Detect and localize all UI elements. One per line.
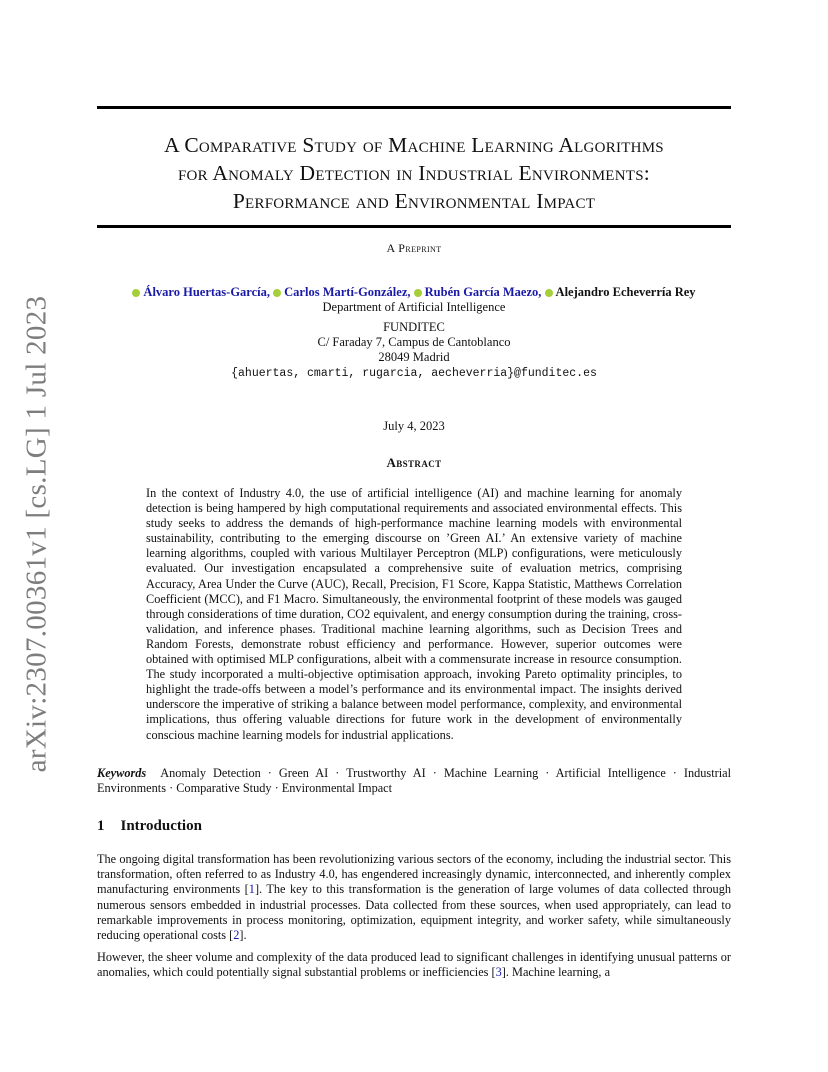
affiliation-org: FUNDITEC <box>383 320 445 334</box>
title-line-2: for Anomaly Detection in Industrial Environments: <box>177 161 651 185</box>
author-link[interactable]: Rubén García Maezo, <box>424 285 542 299</box>
para-text: ]. The key to this transformation is the generation of large volumes of data collected through numerous sensors embedded in industrial processes. Data collected from these sources, when used appropriately, can lead to remarkable improvements in process monitoring, optimization, equipment integrity, and worker safety, while simultaneously reducing operational costs [ <box>97 882 731 943</box>
affiliation-department: Department of Artificial Intelligence <box>322 300 506 314</box>
citation-link[interactable]: 2 <box>233 928 240 943</box>
keywords-label: Keywords <box>97 766 147 780</box>
author-list <box>60 285 768 300</box>
citation-link[interactable]: 1 <box>248 882 255 897</box>
author-name: Alejandro Echeverría Rey <box>555 285 696 299</box>
para-text: The ongoing digital transformation has been revolutionizing various sectors of the economy, including the industrial sector. This transformation, often referred to as Industry 4.0, has engendered increasingly dynamic, interconnected, and inherently complex manufacturing environments [ <box>97 852 731 897</box>
orcid-icon[interactable] <box>414 289 422 297</box>
citation-link[interactable]: 3 <box>495 965 502 980</box>
author-link[interactable]: Carlos Martí-González, <box>284 285 411 299</box>
intro-paragraph-2 <box>97 950 731 980</box>
affiliation-emails: {ahuertas, cmarti, rugarcia, aecheverria}@funditec.es <box>231 367 597 380</box>
abstract-text: In the context of Industry 4.0, the use of artificial intelligence (AI) and machine learning for anomaly detection is being hampered by high computational requirements and associated environmental effects. This study seeks to address the demands of high-performance machine learning models with environmental sustainability, contributing to the emerging discourse on ’Green AI.’ An extensive variety of machine learning algorithms, coupled with various Multilayer Perceptron (MLP) configurations, were meticulously evaluated. Our investigation encapsulated a comprehensive suite of evaluation metrics, comprising Accuracy, Area Under the Curve (AUC), Recall, Precision, F1 Score, Kappa Statistic, Matthews Correlation Coefficient (MCC), and F1 Macro. Simultaneously, the environmental footprint of these models was gauged through considerations of time duration, CO2 equivalent, and energy consumption during the training, cross-validation, and inference phases. Traditional machine learning algorithms, such as Decision Trees and Random Forests, demonstrate robust efficiency and performance. However, superior outcomes were obtained with optimised MLP configurations, albeit with a commensurate increase in resource consumption. The study incorporated a multi-objective optimisation approach, invoking Pareto optimality principles, to highlight the trade-offs between a model’s performance and its environmental impact. The insights derived underscore the imperative of striking a balance between model performance, complexity, and environmental implications, thus offering valuable directions for future work in the development of environmentally conscious machine learning models for industrial applications. <box>146 486 682 742</box>
section-heading <box>97 818 202 835</box>
orcid-icon[interactable] <box>273 289 281 297</box>
paper-title <box>97 131 731 215</box>
para-text: ]. <box>239 928 247 943</box>
intro-paragraph-1 <box>97 852 731 943</box>
section-title: Introduction <box>120 818 202 834</box>
arxiv-sidebar <box>20 295 54 773</box>
keywords-text: Anomaly Detection · Green AI · Trustworthy AI · Machine Learning · Artificial Intelligence · Industrial Environments · Comparative Study · Environmental Impact <box>97 766 732 796</box>
paper-date: July 4, 2023 <box>383 419 445 433</box>
keywords <box>97 766 731 797</box>
author-link[interactable]: Álvaro Huertas-García, <box>143 285 271 299</box>
abstract-heading: Abstract <box>386 455 442 470</box>
orcid-icon[interactable] <box>545 289 553 297</box>
title-rule-bottom <box>97 225 731 228</box>
preprint-label: A Preprint <box>386 241 442 255</box>
para-text: ]. Machine learning, a <box>501 965 611 980</box>
affiliation-address-2: 28049 Madrid <box>378 350 450 364</box>
section-number: 1 <box>97 818 105 834</box>
arxiv-identifier: arXiv:2307.00361v1 [cs.LG] 1 Jul 2023 <box>20 295 53 773</box>
title-rule-top <box>97 106 731 109</box>
title-line-1: A Comparative Study of Machine Learning Algorithms <box>164 133 664 157</box>
title-line-3: Performance and Environmental Impact <box>232 189 596 213</box>
para-text: However, the sheer volume and complexity of the data produced lead to significant challenges in identifying unusual patterns or anomalies, which could potentially signal substantial problems or inefficiencies [ <box>97 950 731 980</box>
affiliation-address-1: C/ Faraday 7, Campus de Cantoblanco <box>317 335 511 349</box>
orcid-icon[interactable] <box>132 289 140 297</box>
